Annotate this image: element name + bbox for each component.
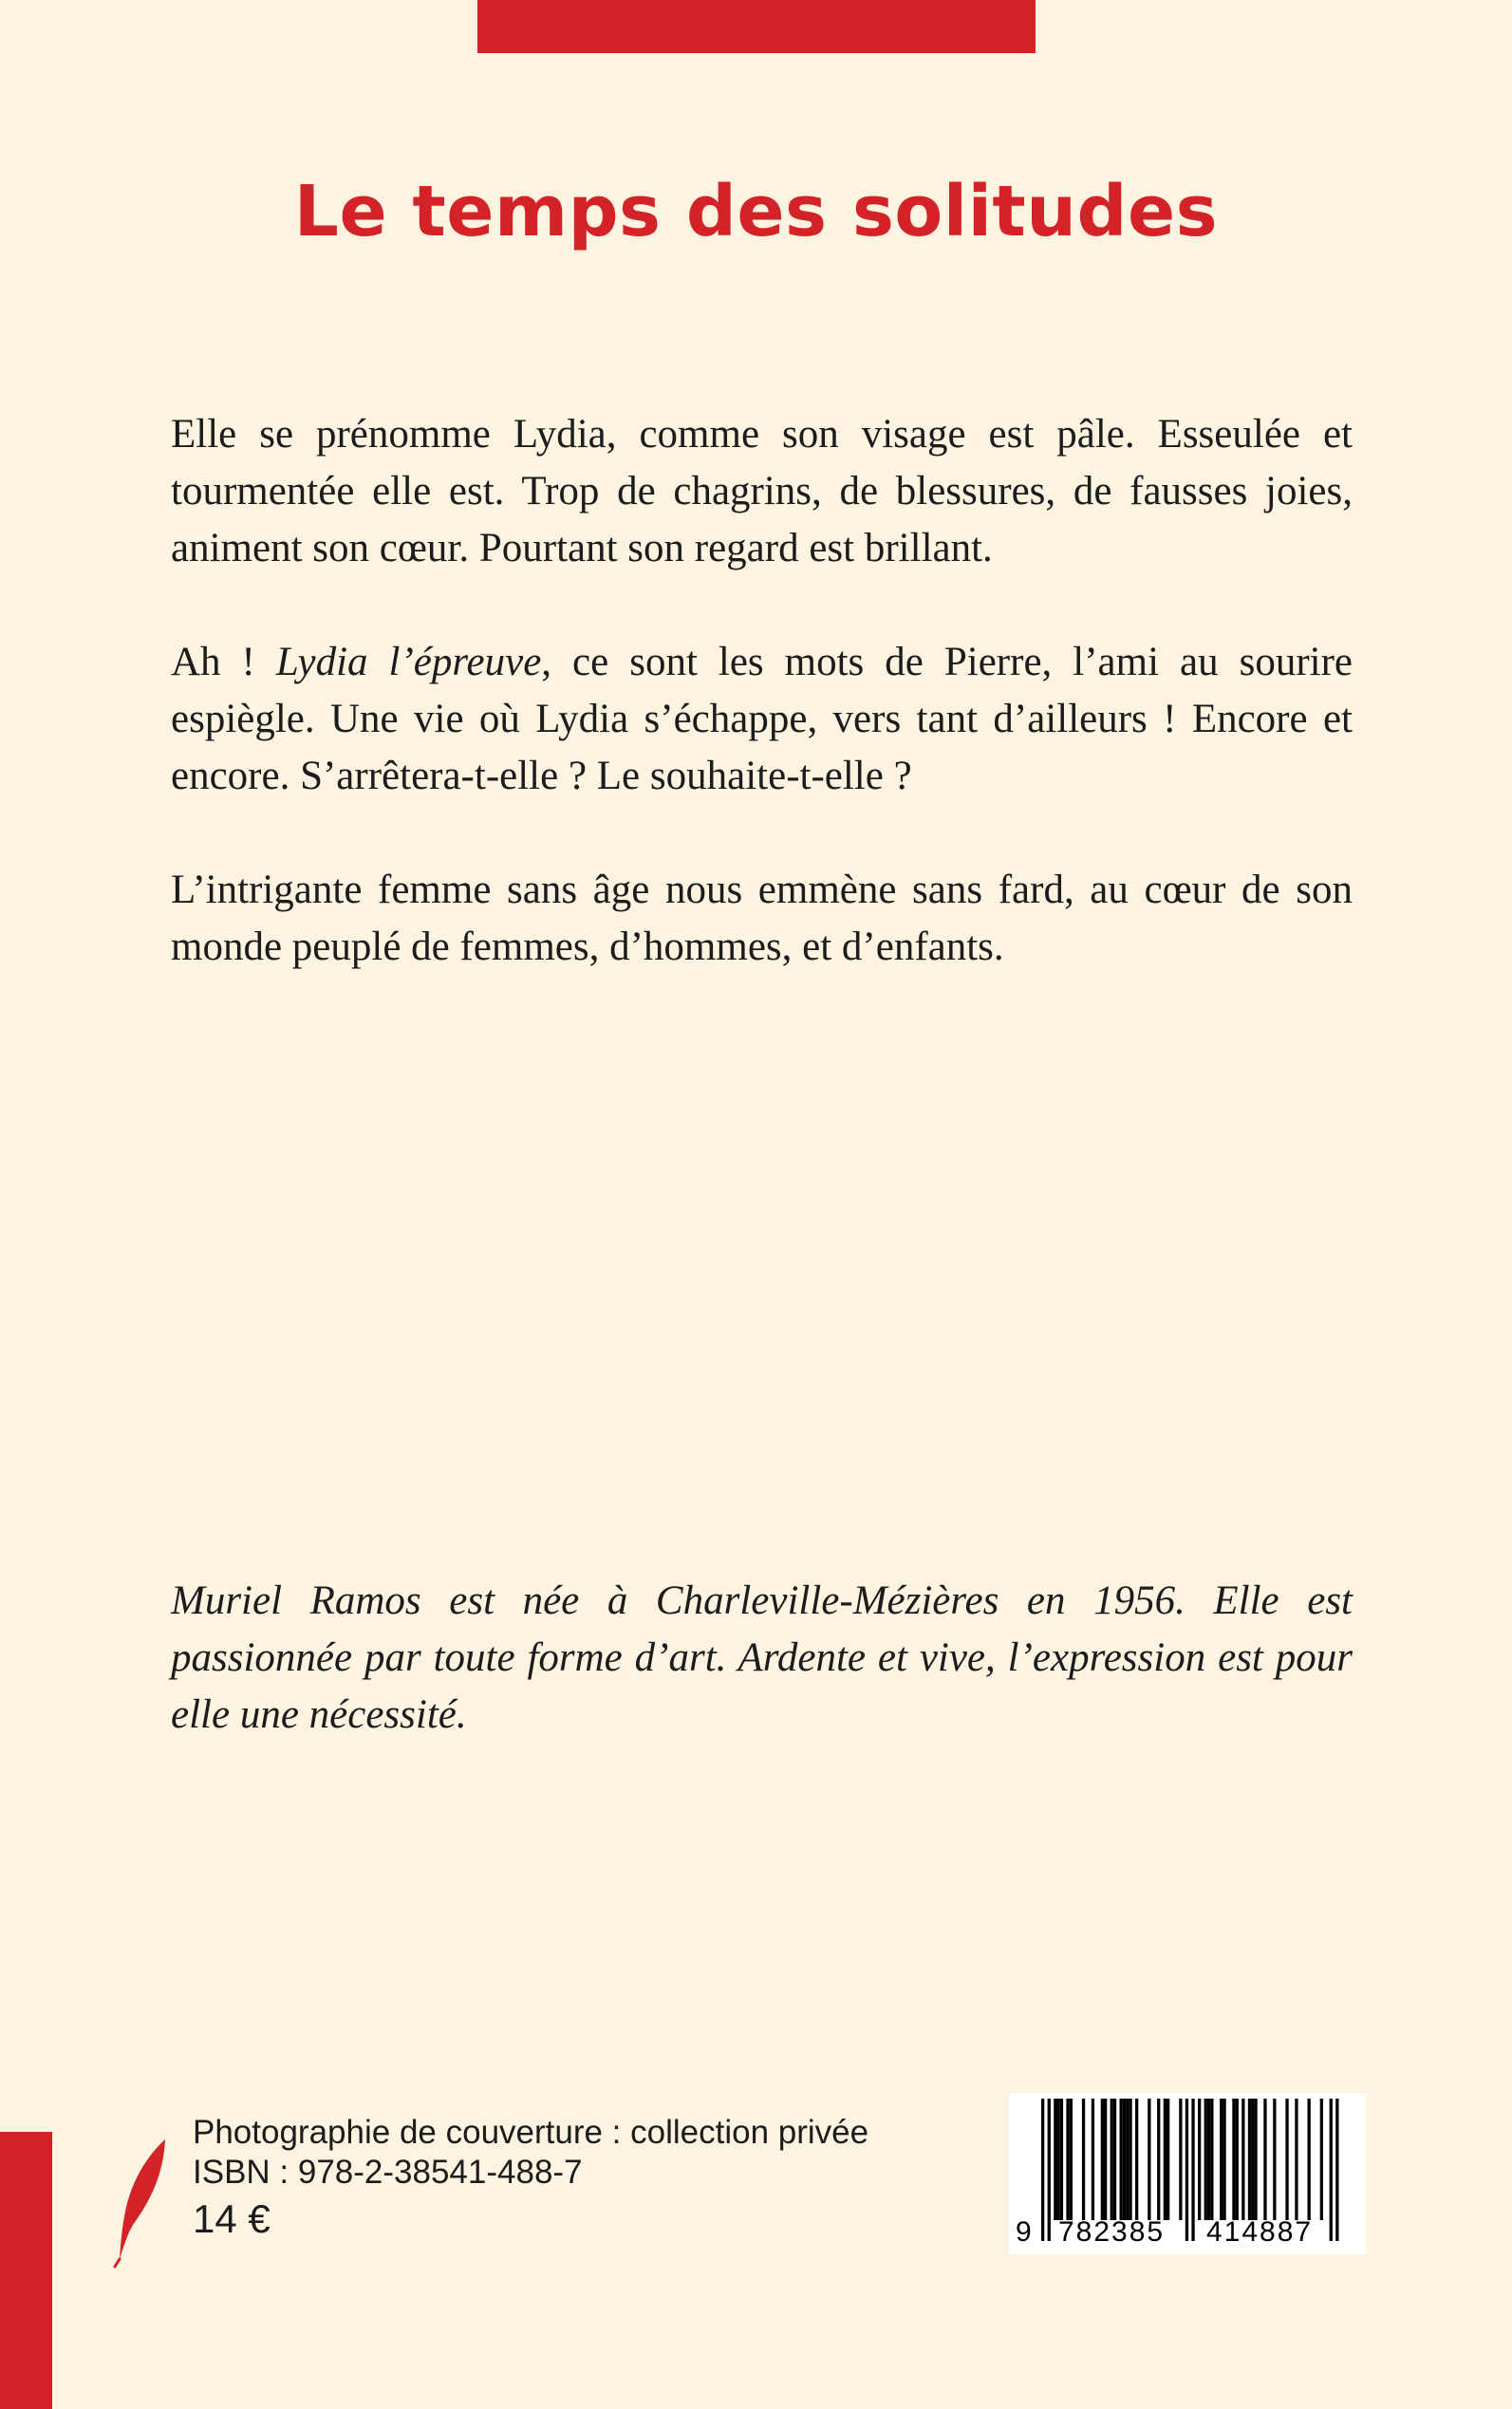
red-feather-icon bbox=[110, 2136, 177, 2269]
barcode-bar bbox=[1111, 2099, 1113, 2220]
barcode-bar bbox=[1285, 2099, 1288, 2220]
barcode-bar bbox=[1220, 2099, 1223, 2220]
barcode-bar bbox=[1157, 2099, 1160, 2220]
book-title: Le temps des solitudes bbox=[293, 171, 1219, 252]
barcode-bar bbox=[1057, 2099, 1060, 2220]
barcode-bar bbox=[1210, 2099, 1213, 2220]
top-red-band bbox=[477, 0, 1036, 53]
barcode-bar bbox=[1254, 2099, 1257, 2220]
back-cover-blurb bbox=[171, 406, 1353, 1033]
barcode-bar bbox=[1241, 2099, 1244, 2220]
barcode-first-digit: 9 bbox=[1016, 2216, 1032, 2248]
blurb-p2-rest: , ce sont les mots de Pierre, l’ami au sourire espiègle. Une vie où Lydia s’échappe, vers tant d’ailleurs ! Encore et encore. S’arrêtera-t-elle ? Le souhaite-t-elle ? bbox=[171, 640, 1353, 798]
barcode-right-group: 414887 bbox=[1206, 2216, 1314, 2248]
barcode-bar bbox=[1320, 2099, 1323, 2220]
barcode-bar bbox=[1236, 2099, 1239, 2220]
colophon bbox=[193, 2113, 868, 2246]
barcode-bar bbox=[1308, 2099, 1311, 2220]
barcode-bar bbox=[1082, 2099, 1085, 2220]
barcode-bar bbox=[1070, 2099, 1073, 2220]
barcode-bar bbox=[1126, 2099, 1129, 2220]
barcode-bar bbox=[1104, 2099, 1107, 2220]
barcode-bar bbox=[1101, 2099, 1104, 2220]
price: 14 € bbox=[193, 2196, 271, 2241]
barcode-bar bbox=[1148, 2099, 1150, 2220]
barcode-bar bbox=[1167, 2099, 1169, 2220]
photo-credit: Photographie de couverture : collection privée bbox=[193, 2114, 869, 2151]
barcode-digits bbox=[1009, 2216, 1366, 2254]
barcode-bar bbox=[1123, 2099, 1126, 2220]
barcode-bar bbox=[1113, 2099, 1116, 2220]
barcode-bar bbox=[1164, 2099, 1167, 2220]
barcode-bar bbox=[1066, 2099, 1069, 2220]
blurb-paragraph-3: L’intrigante femme sans âge nous emmène sans fard, au cœur de son monde peuplé de femmes, d’hommes, et d’enfants. bbox=[171, 868, 1353, 969]
blurb-p2-lead: Ah ! bbox=[171, 640, 276, 684]
barcode-bar bbox=[1179, 2099, 1182, 2220]
quoted-phrase: Lydia l’épreuve bbox=[275, 640, 542, 684]
barcode-bar bbox=[1198, 2099, 1201, 2220]
blurb-paragraph-1: Elle se prénomme Lydia, comme son visage est pâle. Esseulée et tourmentée elle est. Trop de chagrins, de blessures, de fausses joies, animent son cœur. Pourtant son regard est brillant. bbox=[171, 412, 1353, 570]
barcode-bar bbox=[1054, 2099, 1056, 2220]
barcode-bar bbox=[1263, 2099, 1266, 2220]
barcode-left-group: 782385 bbox=[1058, 2216, 1166, 2248]
barcode-bar bbox=[1223, 2099, 1225, 2220]
barcode-bar bbox=[1248, 2099, 1251, 2220]
author-bio: Muriel Ramos est née à Charleville-Mézières en 1956. Elle est passionnée par toute forme d’art. Ardente et vive, l’expression est pour elle une nécessité. bbox=[171, 1578, 1353, 1737]
barcode-bar bbox=[1129, 2099, 1131, 2220]
side-red-band bbox=[0, 2132, 52, 2409]
barcode-bar bbox=[1232, 2099, 1235, 2220]
blurb-paragraph-2 bbox=[171, 634, 1353, 805]
barcode-bar bbox=[1204, 2099, 1207, 2220]
barcode bbox=[1009, 2093, 1366, 2254]
barcode-bar bbox=[1273, 2099, 1276, 2220]
barcode-bar bbox=[1251, 2099, 1254, 2220]
barcode-bar bbox=[1092, 2099, 1094, 2220]
barcode-bar bbox=[1295, 2099, 1297, 2220]
barcode-bar bbox=[1207, 2099, 1210, 2220]
isbn-line: ISBN : 978-2-38541-488-7 bbox=[193, 2154, 583, 2191]
barcode-bar bbox=[1060, 2099, 1063, 2220]
barcode-bar bbox=[1135, 2099, 1138, 2220]
barcode-bar bbox=[1120, 2099, 1123, 2220]
